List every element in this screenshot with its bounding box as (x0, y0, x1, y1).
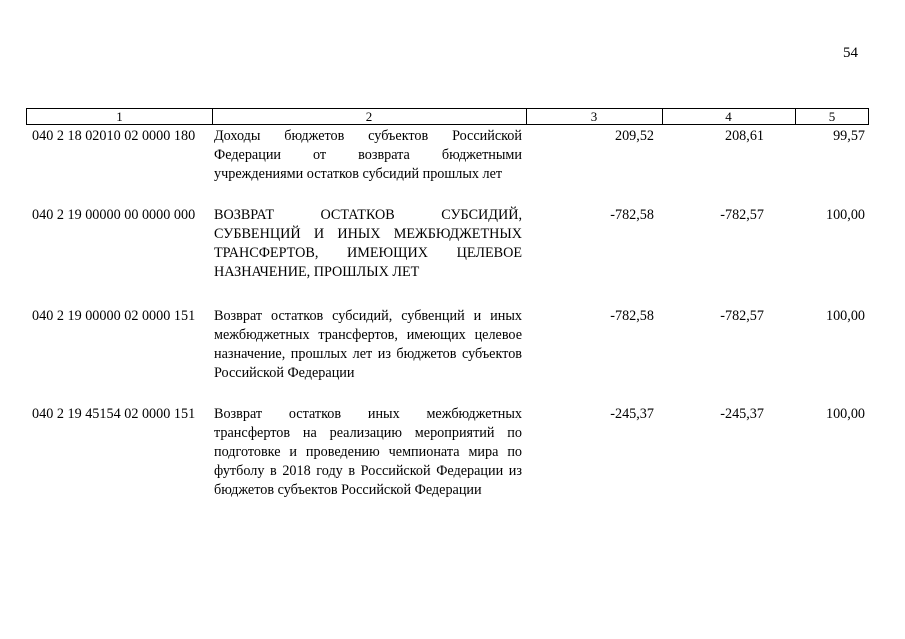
header-col-3: 3 (590, 109, 598, 124)
value-col-5: 99,57 (833, 128, 865, 144)
value-col-5: 100,00 (825, 207, 865, 223)
value-col-4: -782,57 (720, 308, 764, 324)
budget-code: 040 2 19 00000 02 0000 151 (32, 308, 196, 324)
value-col-3: -782,58 (610, 207, 654, 223)
header-col-4: 4 (725, 109, 732, 124)
value-col-5: 100,00 (825, 308, 865, 324)
header-col-5: 5 (828, 109, 836, 124)
budget-code: 040 2 19 00000 00 0000 000 (32, 207, 196, 223)
header-col-2: 2 (365, 109, 373, 124)
header-col-1: 1 (116, 109, 123, 124)
budget-code: 040 2 19 45154 02 0000 151 (32, 406, 196, 422)
value-col-3: -245,37 (610, 406, 654, 422)
value-col-4: -782,57 (720, 207, 764, 223)
page-number: 54 (843, 45, 858, 61)
value-col-4: -245,37 (720, 406, 764, 422)
row-description: Возврат остатков иных межбюджетных трансфертов на реализацию мероприятий по подготовке и проведению чемпионата мира по футболу в 2018 году в Российской Федерации из бюджетов субъектов Российской Федерации (214, 406, 522, 498)
table-header (26, 108, 869, 125)
row-description: Возврат остатков субсидий, субвенций и иных межбюджетных трансфертов, имеющих целевое назначение, прошлых лет из бюджетов субъектов Российской Федерации (214, 308, 522, 381)
row-description: Доходы бюджетов субъектов Российской Федерации от возврата бюджетными учреждениями остатков субсидий прошлых лет (214, 128, 522, 182)
budget-code: 040 2 18 02010 02 0000 180 (32, 128, 196, 144)
value-col-4: 208,61 (724, 128, 764, 144)
row-description: ВОЗВРАТ ОСТАТКОВ СУБСИДИЙ, СУБВЕНЦИЙ И ИНЫХ МЕЖБЮДЖЕТНЫХ ТРАНСФЕРТОВ, ИМЕЮЩИХ ЦЕЛЕВОЕ НАЗНАЧЕНИЕ, ПРОШЛЫХ ЛЕТ (214, 207, 522, 280)
value-col-3: 209,52 (614, 128, 654, 144)
value-col-5: 100,00 (825, 406, 865, 422)
value-col-3: -782,58 (610, 308, 654, 324)
